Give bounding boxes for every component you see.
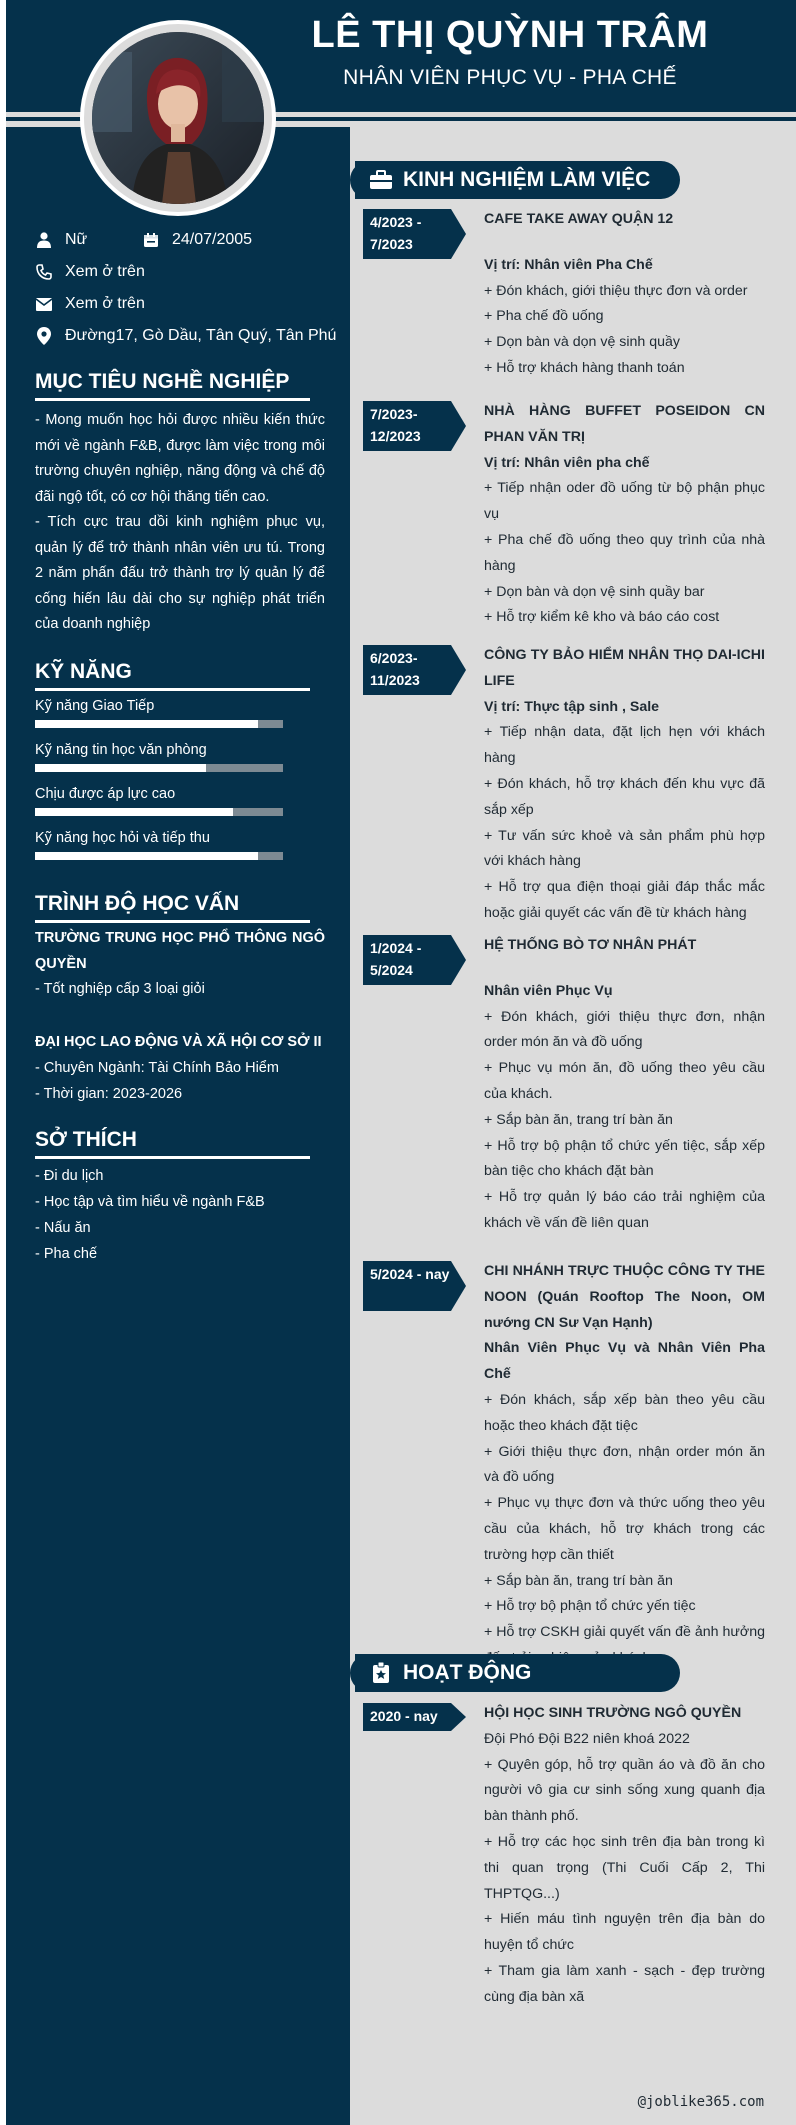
activities-title: HOẠT ĐỘNG <box>403 1661 532 1684</box>
job-task: + Hỗ trợ bộ phận tổ chức yến tiệc, sắp xếp bàn tiệc cho khách đặt bàn <box>484 1137 765 1180</box>
job-task: + Giới thiệu thực đơn, nhận order món ăn và đồ uống <box>484 1443 765 1486</box>
objective-text <box>35 408 325 638</box>
job-task: + Tiếp nhận oder đồ uống từ bộ phận phục vụ <box>484 480 765 523</box>
job-task: + Pha chế đồ uống theo quy trình của nhà hàng <box>484 531 765 574</box>
skill-item <box>35 742 285 772</box>
date-tag <box>363 1703 466 1731</box>
job-task: + Sắp bàn ăn, trang trí bàn ăn <box>484 1572 673 1589</box>
activity-task: + Quyên góp, hỗ trợ quần áo và đồ ăn cho người vô gia cư sinh sống xung quanh địa bàn thành phố. <box>484 1756 765 1825</box>
job-position: Nhân Viên Phục Vụ và Nhân Viên Pha Chế <box>484 1340 765 1383</box>
skill-label: Chịu được áp lực cao <box>35 786 176 802</box>
objective-paragraph-1: - Mong muốn học hỏi được nhiều kiến thức mới về ngành F&B, được làm việc trong môi trường chuyên nghiệp, năng động và chế độ đãi ngộ tốt, có cơ hội thăng tiến cao. <box>35 412 325 505</box>
hobby-item: - Pha chế <box>35 1246 98 1262</box>
hobbies-list <box>35 1163 325 1267</box>
phone-icon <box>35 263 53 281</box>
job-task: + Dọn bàn và dọn vệ sinh quầy bar <box>484 583 705 600</box>
activity-task: + Hiến máu tình nguyện trên địa bàn do huyện tổ chức <box>484 1911 765 1954</box>
person-icon <box>35 231 53 249</box>
hobby-item: - Đi du lịch <box>35 1168 104 1184</box>
phone-value: Xem ở trên <box>65 263 145 280</box>
skill-item <box>35 698 285 728</box>
job-company: NHÀ HÀNG BUFFET POSEIDON CN PHAN VĂN TRỊ <box>484 403 765 445</box>
job-entry <box>484 207 765 382</box>
job-entry <box>484 1259 765 1672</box>
school-1-detail: - Tốt nghiệp cấp 3 loại giỏi <box>35 981 205 997</box>
job-task: + Phục vụ món ăn, đồ uống theo yêu cầu của khách. <box>484 1060 765 1102</box>
objective-paragraph-2: - Tích cực trau dồi kinh nghiệm phục vụ, quản lý để trở thành nhân viên ưu tú. Trong 2 năm phấn đấu trở thành trợ lý quản lý để cống hiến lâu dài cho sự nghiệp phát triển của doanh nghiệp <box>35 514 325 632</box>
skill-item <box>35 786 285 816</box>
experience-header <box>355 161 680 199</box>
candidate-name: LÊ THỊ QUỲNH TRÂM <box>311 14 709 56</box>
date-tag-text: 1/2024 - 5/2024 <box>370 940 422 978</box>
job-task: + Tư vấn sức khoẻ và sản phẩm phù hợp với khách hàng <box>484 827 765 870</box>
date-tag <box>363 645 466 695</box>
skill-bar <box>35 720 283 728</box>
avatar-photo <box>92 32 264 204</box>
hobby-item: - Học tập và tìm hiểu về ngành F&B <box>35 1194 265 1210</box>
job-task: + Đón khách, giới thiệu thực đơn và order <box>484 282 748 299</box>
footer-watermark: @joblike365.com <box>637 2094 764 2110</box>
job-task: + Pha chế đồ uống <box>484 308 604 325</box>
job-company: CAFE TAKE AWAY QUẬN 12 <box>484 211 674 227</box>
job-task: + Đón khách, giới thiệu thực đơn, nhận order món ăn và đồ uống <box>484 1008 765 1051</box>
skill-label: Kỹ năng học hỏi và tiếp thu <box>35 830 210 846</box>
job-company: CHI NHÁNH TRỰC THUỘC CÔNG TY THE NOON (Quán Rooftop The Noon, OM nướng CN Sư Vạn Hạnh) <box>484 1263 765 1331</box>
page-edge <box>0 0 6 2125</box>
job-entry <box>484 933 765 1237</box>
skill-bar-fill <box>35 720 258 728</box>
address-value: Đường17, Gò Dầu, Tân Quý, Tân Phú <box>65 327 337 344</box>
birthday-value: 24/07/2005 <box>172 231 253 248</box>
skill-item <box>35 830 285 860</box>
address-row <box>35 327 336 345</box>
objective-title: MỤC TIÊU NGHỀ NGHIỆP <box>35 370 310 401</box>
job-entry <box>484 399 765 631</box>
job-position: Vị trí: Nhân viên Pha Chế <box>484 256 653 273</box>
activity-role: Đội Phó Đội B22 niên khoá 2022 <box>484 1730 690 1747</box>
email-row <box>35 295 145 313</box>
skill-bar <box>35 808 283 816</box>
date-tag <box>363 935 466 985</box>
job-company: HỆ THỐNG BÒ TƠ NHÂN PHÁT <box>484 937 697 953</box>
hobbies-title: SỞ THÍCH <box>35 1128 310 1159</box>
skill-bar <box>35 764 283 772</box>
spacer <box>484 959 765 979</box>
date-tag-text: 6/2023- 11/2023 <box>370 650 420 688</box>
avatar <box>92 32 264 204</box>
job-position: Nhân viên Phục Vụ <box>484 982 613 999</box>
education-school-1 <box>35 926 325 1003</box>
date-tag-text: 7/2023- 12/2023 <box>370 406 421 444</box>
job-task: + Hỗ trợ kiểm kê kho và báo cáo cost <box>484 609 720 626</box>
job-task: + Hỗ trợ quản lý báo cáo trải nghiệm của khách về vấn đề liên quan <box>484 1189 765 1231</box>
phone-row <box>35 263 145 281</box>
skill-bar <box>35 852 283 860</box>
skill-bar-fill <box>35 852 258 860</box>
job-task: + Đón khách, sắp xếp bàn theo yêu cầu hoặc theo khách đặt tiệc <box>484 1391 765 1434</box>
gender-row <box>35 231 87 249</box>
birthday-row <box>142 231 252 249</box>
map-pin-icon <box>35 327 53 345</box>
job-task: + Phục vụ thực đơn và thức uống theo yêu cầu của khách, hỗ trợ khách trong các trường hợp cần thiết <box>484 1495 765 1563</box>
skill-bar-fill <box>35 808 233 816</box>
school-2-time: - Thời gian: 2023-2026 <box>35 1086 183 1102</box>
education-school-2 <box>35 1029 325 1107</box>
job-position: Vị trí: Nhân viên pha chế <box>484 454 650 471</box>
job-task: + Sắp bàn ăn, trang trí bàn ăn <box>484 1111 673 1128</box>
date-tag-text: 4/2023 - 7/2023 <box>370 214 422 252</box>
briefcase-icon <box>359 170 403 190</box>
date-tag <box>363 401 466 451</box>
calendar-icon <box>142 231 160 249</box>
skill-bar-fill <box>35 764 206 772</box>
activity-task: + Tham gia làm xanh - sạch - đẹp trường cùng địa bàn xã <box>484 1962 765 2005</box>
job-task: + Hỗ trợ qua điện thoại giải đáp thắc mắc hoặc giải quyết các vấn đề từ khách hàng <box>484 879 765 921</box>
job-task: + Đón khách, hỗ trợ khách đến khu vực đã sắp xếp <box>484 775 765 818</box>
date-tag <box>363 1261 466 1311</box>
skills-title: KỸ NĂNG <box>35 660 310 691</box>
hobby-item: - Nấu ăn <box>35 1220 91 1236</box>
job-task: + Hỗ trợ bộ phận tổ chức yến tiệc <box>484 1598 696 1615</box>
email-value: Xem ở trên <box>65 295 145 312</box>
job-task: + Dọn bàn và dọn vệ sinh quầy <box>484 334 681 351</box>
job-task: + Tiếp nhận data, đặt lịch hẹn với khách hàng <box>484 724 765 767</box>
skill-label: Kỹ năng Giao Tiếp <box>35 698 155 714</box>
job-entry <box>484 643 765 927</box>
spacer <box>484 233 765 253</box>
gender-value: Nữ <box>65 231 88 248</box>
skill-label: Kỹ năng tin học văn phòng <box>35 742 207 758</box>
activity-org: HỘI HỌC SINH TRƯỜNG NGÔ QUYỀN <box>484 1705 742 1721</box>
activities-header <box>355 1654 680 1692</box>
envelope-icon <box>35 295 53 313</box>
education-title: TRÌNH ĐỘ HỌC VẤN <box>35 892 310 923</box>
date-tag <box>363 209 466 259</box>
activity-task: + Hỗ trợ các học sinh trên địa bàn trong kì thi quan trọng (Thi Cuối Cấp 2, Thi THPTQG...) <box>484 1833 765 1902</box>
candidate-title: NHÂN VIÊN PHỤC VỤ - PHA CHẾ <box>343 66 677 89</box>
job-position: Vị trí: Thực tập sinh , Sale <box>484 698 660 715</box>
school-2-major: - Chuyên Ngành: Tài Chính Bảo Hiểm <box>35 1060 279 1076</box>
badge-icon <box>359 1662 403 1684</box>
job-task: + Hỗ trợ khách hàng thanh toán <box>484 359 685 376</box>
job-company: CÔNG TY BẢO HIỂM NHÂN THỌ DAI-ICHI LIFE <box>484 647 765 689</box>
school-2-name: ĐẠI HỌC LAO ĐỘNG VÀ XÃ HỘI CƠ SỞ II <box>35 1034 322 1050</box>
date-tag-text: 5/2024 - nay <box>370 1266 450 1282</box>
date-tag-text: 2020 - nay <box>370 1708 438 1724</box>
school-1-name: TRƯỜNG TRUNG HỌC PHỔ THÔNG NGÔ QUYỀN <box>35 930 325 972</box>
job-task: + Hỗ trợ CSKH giải quyết vấn đề ảnh hưởng <box>484 1624 765 1641</box>
activity-entry <box>484 1701 765 2011</box>
experience-title: KINH NGHIỆM LÀM VIỆC <box>403 168 651 191</box>
